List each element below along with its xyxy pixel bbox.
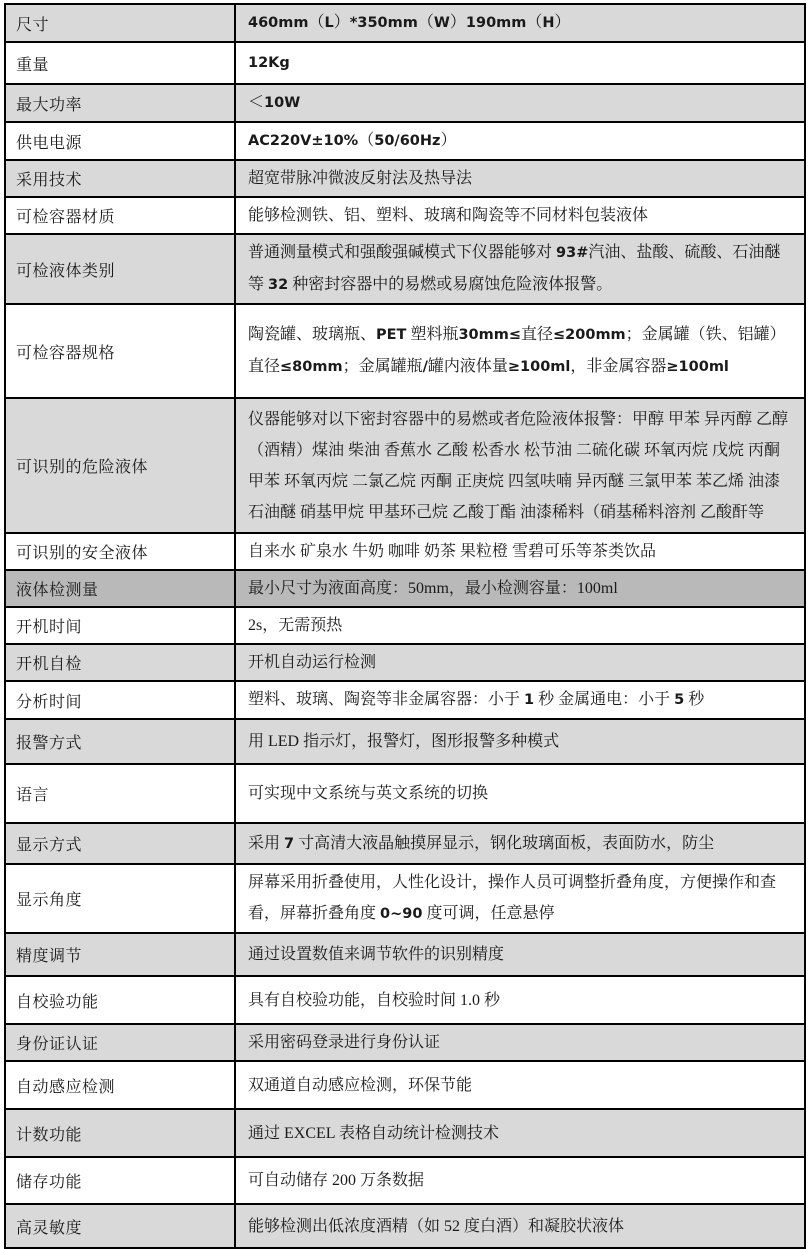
spec-value: 2s，无需预热 <box>235 607 805 644</box>
spec-label: 可检液体类别 <box>5 234 235 304</box>
spec-value: 可自动储存 200 万条数据 <box>235 1157 805 1204</box>
spec-row-weight <box>5 42 805 84</box>
spec-row-identity-auth <box>5 1024 805 1061</box>
spec-row-auto-sensing <box>5 1061 805 1109</box>
spec-row-counting <box>5 1109 805 1157</box>
spec-label: 储存功能 <box>5 1157 235 1204</box>
spec-row-display-mode <box>5 823 805 864</box>
spec-row-dangerous-liquids <box>5 398 805 533</box>
spec-label: 供电电源 <box>5 122 235 160</box>
spec-value: 采用密码登录进行身份认证 <box>235 1024 805 1061</box>
spec-row-safe-liquids <box>5 533 805 570</box>
spec-row-sensitivity <box>5 1204 805 1248</box>
spec-value: 自来水 矿泉水 牛奶 咖啡 奶茶 果粒橙 雪碧可乐等茶类饮品 <box>235 533 805 570</box>
spec-value: 用 LED 指示灯，报警灯，图形报警多种模式 <box>235 719 805 764</box>
spec-value: 普通测量模式和强酸强碱模式下仪器能够对 93#汽油、盐酸、硫酸、石油醚等 32 种密封容器中的易燃或易腐蚀危险液体报警。 <box>235 234 805 304</box>
spec-label: 液体检测量 <box>5 570 235 607</box>
spec-row-alarm-mode <box>5 719 805 764</box>
spec-value: 塑料、玻璃、陶瓷等非金属容器：小于 1 秒 金属通电：小于 5 秒 <box>235 681 805 719</box>
spec-row-self-check <box>5 644 805 681</box>
spec-label: 高灵敏度 <box>5 1204 235 1248</box>
spec-row-max-power <box>5 84 805 122</box>
spec-row-display-angle <box>5 864 805 933</box>
spec-label: 精度调节 <box>5 933 235 976</box>
spec-label: 重量 <box>5 42 235 84</box>
spec-label: 可检容器材质 <box>5 197 235 234</box>
spec-label: 可识别的安全液体 <box>5 533 235 570</box>
spec-label: 最大功率 <box>5 84 235 122</box>
spec-row-precision-adjust <box>5 933 805 976</box>
spec-label: 自校验功能 <box>5 976 235 1024</box>
spec-value: 采用 7 寸高清大液晶触摸屏显示，钢化玻璃面板，表面防水，防尘 <box>235 823 805 864</box>
spec-row-analysis-time <box>5 681 805 719</box>
spec-row-liquid-category <box>5 234 805 304</box>
spec-row-storage <box>5 1157 805 1204</box>
spec-value: 开机自动运行检测 <box>235 644 805 681</box>
spec-value: 具有自校验功能，自校验时间 1.0 秒 <box>235 976 805 1024</box>
spec-value: AC220V±10%（50/60Hz） <box>235 122 805 160</box>
spec-label: 报警方式 <box>5 719 235 764</box>
spec-label: 身份证认证 <box>5 1024 235 1061</box>
spec-row-technology <box>5 160 805 197</box>
spec-value: 陶瓷罐、玻璃瓶、PET 塑料瓶30mm≤直径≤200mm；金属罐（铁、铝罐）直径≤80mm；金属罐瓶/罐内液体量≥100ml，非金属容器≥100ml <box>235 304 805 398</box>
spec-label: 分析时间 <box>5 681 235 719</box>
spec-label: 语言 <box>5 764 235 823</box>
spec-row-self-calibration <box>5 976 805 1024</box>
spec-value: 可实现中文系统与英文系统的切换 <box>235 764 805 823</box>
spec-table <box>4 3 806 1249</box>
spec-value: 超宽带脉冲微波反射法及热导法 <box>235 160 805 197</box>
spec-value: 屏幕采用折叠使用，人性化设计，操作人员可调整折叠角度，方便操作和查看，屏幕折叠角度 0~90 度可调，任意悬停 <box>235 864 805 933</box>
spec-value: 460mm（L）*350mm（W）190mm（H） <box>235 4 805 42</box>
spec-row-boot-time <box>5 607 805 644</box>
spec-label: 自动感应检测 <box>5 1061 235 1109</box>
spec-value: 仪器能够对以下密封容器中的易燃或者危险液体报警：甲醇 甲苯 异丙醇 乙醇（酒精）煤油 柴油 香蕉水 乙酸 松香水 松节油 二硫化碳 环氧丙烷 戊烷 丙酮 甲苯 环氧丙烷 二氯乙烷 丙酮 正庚烷 四氢呋喃 异丙醚 三氯甲苯 苯乙烯 油漆 石油醚 硝基甲烷 甲基环己烷 乙酸丁酯 油漆稀料（硝基稀料溶剂 乙酸酐等 <box>235 398 805 533</box>
spec-label: 尺寸 <box>5 4 235 42</box>
spec-row-dimensions <box>5 4 805 42</box>
spec-label: 计数功能 <box>5 1109 235 1157</box>
spec-value: 最小尺寸为液面高度：50mm，最小检测容量：100ml <box>235 570 805 607</box>
spec-value: 通过设置数值来调节软件的识别精度 <box>235 933 805 976</box>
spec-row-language <box>5 764 805 823</box>
spec-row-container-spec <box>5 304 805 398</box>
spec-value: 双通道自动感应检测，环保节能 <box>235 1061 805 1109</box>
spec-label: 显示方式 <box>5 823 235 864</box>
spec-value: ＜10W <box>235 84 805 122</box>
spec-value: 通过 EXCEL 表格自动统计检测技术 <box>235 1109 805 1157</box>
spec-value: 能够检测铁、铝、塑料、玻璃和陶瓷等不同材料包装液体 <box>235 197 805 234</box>
spec-row-detection-volume <box>5 570 805 607</box>
spec-label: 可检容器规格 <box>5 304 235 398</box>
spec-row-container-material <box>5 197 805 234</box>
spec-label: 可识别的危险液体 <box>5 398 235 533</box>
spec-label: 开机自检 <box>5 644 235 681</box>
spec-label: 显示角度 <box>5 864 235 933</box>
spec-row-power-supply <box>5 122 805 160</box>
spec-value: 能够检测出低浓度酒精（如 52 度白酒）和凝胶状液体 <box>235 1204 805 1248</box>
spec-label: 开机时间 <box>5 607 235 644</box>
spec-label: 采用技术 <box>5 160 235 197</box>
spec-value: 12Kg <box>235 42 805 84</box>
